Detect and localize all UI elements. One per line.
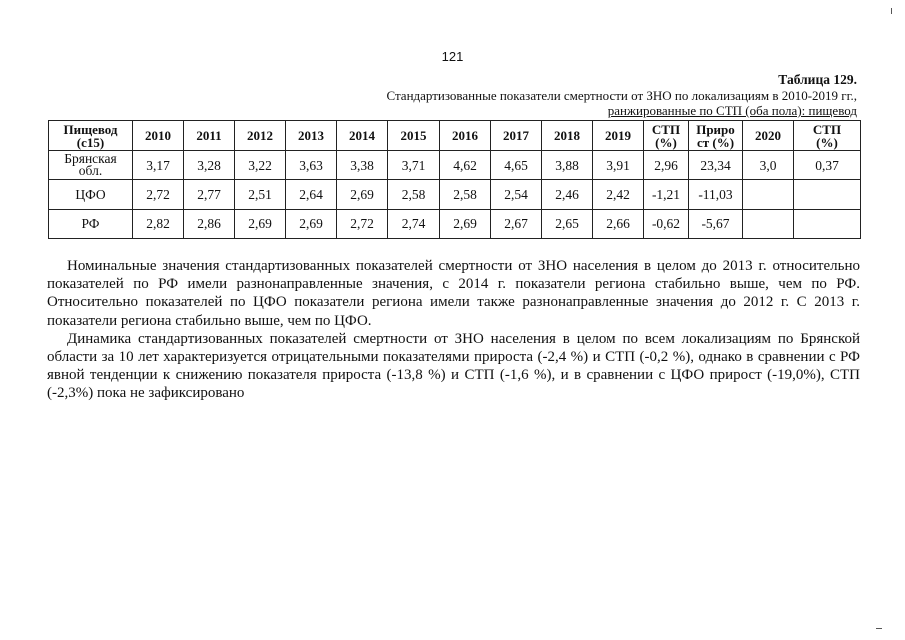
paragraph-2: Динамика стандартизованных показателей смертности от ЗНО населения в целом по всем локализациям по Брянской области за 10 лет характеризуется отрицательными показателями прироста (-2,4 %) и СТП (-0,2 %), однако в сравнении с РФ явной тенденции к снижению показателя прироста (-13,8 %) и СТП (-1,6 %), и в сравнении с ЦФО прирост (-19,0%), СТП (-2,3%) пока не зафиксировано xyxy=(47,330,860,402)
header-year-2014: 2014 xyxy=(337,121,388,151)
header-year-2011: 2011 xyxy=(184,121,235,151)
row-region-label xyxy=(49,151,133,180)
table-cell: 2,54 xyxy=(491,180,542,209)
table-cell: 2,69 xyxy=(440,209,491,238)
table-cell: 2,77 xyxy=(184,180,235,209)
table-cell: 4,62 xyxy=(440,151,491,180)
header-year-2019: 2019 xyxy=(593,121,644,151)
body-text xyxy=(47,257,860,403)
header-year-2012: 2012 xyxy=(235,121,286,151)
table-cell: 4,65 xyxy=(491,151,542,180)
table-cell: -0,62 xyxy=(644,209,689,238)
table-cell: 3,38 xyxy=(337,151,388,180)
table-cell: 2,72 xyxy=(337,209,388,238)
table-caption-line-2 xyxy=(357,103,857,118)
header-stp-2-label: СТП xyxy=(812,121,842,137)
header-stp-label: СТП xyxy=(651,121,681,137)
table-cell: 3,88 xyxy=(542,151,593,180)
table-caption-subject: ранжированные по СТП (оба пола): пищевод xyxy=(607,103,857,118)
header-year-2018: 2018 xyxy=(542,121,593,151)
table-cell: 0,37 xyxy=(794,151,861,180)
header-year-2015: 2015 xyxy=(388,121,440,151)
table-cell xyxy=(743,180,794,209)
table-cell: 2,42 xyxy=(593,180,644,209)
table-caption xyxy=(357,88,857,118)
table-cell: 2,58 xyxy=(388,180,440,209)
table-cell xyxy=(794,209,861,238)
table-cell: 3,0 xyxy=(743,151,794,180)
table-caption-line-1: Стандартизованные показатели смертности от ЗНО по локализациям в 2010-2019 гг., xyxy=(386,88,857,103)
header-growth-unit: ст (%) xyxy=(696,134,735,150)
table-cell: 3,22 xyxy=(235,151,286,180)
header-year-2020: 2020 xyxy=(743,121,794,151)
header-stp-2-unit: (%) xyxy=(816,134,838,150)
header-year-2017: 2017 xyxy=(491,121,542,151)
scan-mark xyxy=(876,628,882,629)
table-cell: 2,65 xyxy=(542,209,593,238)
region-name-line-1: Брянская xyxy=(64,151,117,167)
table-cell: -5,67 xyxy=(689,209,743,238)
table-cell: 3,91 xyxy=(593,151,644,180)
table-cell: -11,03 xyxy=(689,180,743,209)
header-localization-name: Пищевод xyxy=(63,121,118,137)
header-year-2010: 2010 xyxy=(133,121,184,151)
mortality-table xyxy=(48,120,861,239)
table-header-row xyxy=(49,121,861,151)
header-localization xyxy=(49,121,133,151)
table-cell: 2,96 xyxy=(644,151,689,180)
table-cell: 2,51 xyxy=(235,180,286,209)
table-cell: 2,86 xyxy=(184,209,235,238)
table-cell: 2,69 xyxy=(337,180,388,209)
header-growth-label: Приро xyxy=(696,121,735,137)
table-row-cfo xyxy=(49,180,861,209)
table-cell: 2,69 xyxy=(235,209,286,238)
table-cell: 3,71 xyxy=(388,151,440,180)
table-number: Таблица 129. xyxy=(778,72,857,87)
table-cell: 2,58 xyxy=(440,180,491,209)
table-cell: 3,17 xyxy=(133,151,184,180)
table-cell: 2,72 xyxy=(133,180,184,209)
table-cell: 3,28 xyxy=(184,151,235,180)
row-region-label: РФ xyxy=(49,209,133,238)
table-cell: 2,46 xyxy=(542,180,593,209)
table-row-rf xyxy=(49,209,861,238)
header-localization-code: (с15) xyxy=(76,134,105,150)
table-cell xyxy=(794,180,861,209)
paragraph-1: Номинальные значения стандартизованных показателей смертности от ЗНО населения в целом до 2013 г. относительно показателей по РФ имели разнонаправленные значения, с 2014 г. показатели региона стабильно выше, чем по РФ. Относительно показателей по ЦФО показатели региона имели также разнонаправленные значения до 2012 г. С 2013 г. показатели региона стабильно выше, чем по ЦФО. xyxy=(47,258,860,329)
table-cell: 3,63 xyxy=(286,151,337,180)
header-stp-unit: (%) xyxy=(655,134,677,150)
table-cell: 2,82 xyxy=(133,209,184,238)
header-growth xyxy=(689,121,743,151)
row-region-label: ЦФО xyxy=(49,180,133,209)
table-cell: 2,66 xyxy=(593,209,644,238)
header-year-2016: 2016 xyxy=(440,121,491,151)
table-cell: 2,69 xyxy=(286,209,337,238)
region-name-line-2: обл. xyxy=(78,163,103,179)
header-year-2013: 2013 xyxy=(286,121,337,151)
header-stp-2 xyxy=(794,121,861,151)
table-cell: 2,74 xyxy=(388,209,440,238)
table-cell: 2,67 xyxy=(491,209,542,238)
page-number: 121 xyxy=(441,49,464,64)
table-cell: 23,34 xyxy=(689,151,743,180)
table-cell: -1,21 xyxy=(644,180,689,209)
table-cell: 2,64 xyxy=(286,180,337,209)
table-row-bryansk xyxy=(49,151,861,180)
scan-mark xyxy=(891,8,892,14)
header-stp xyxy=(644,121,689,151)
table-cell xyxy=(743,209,794,238)
